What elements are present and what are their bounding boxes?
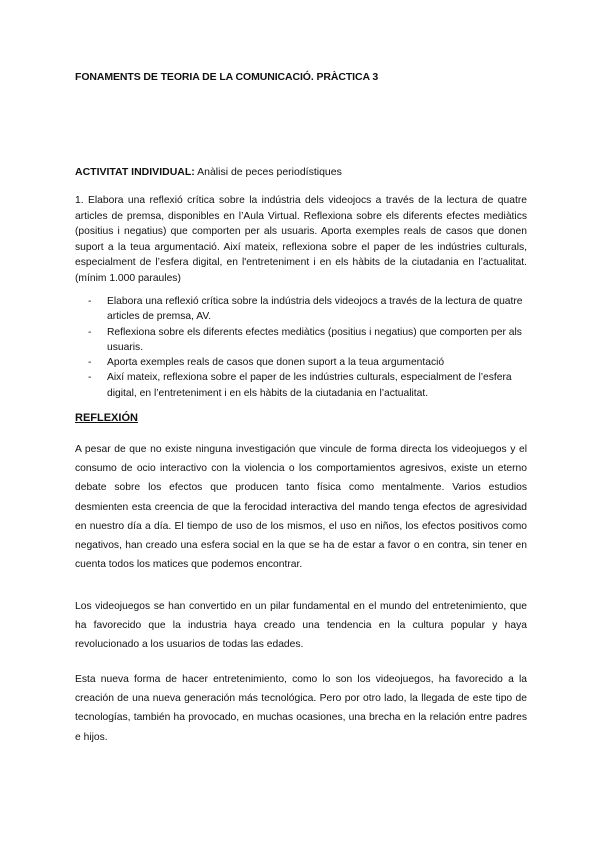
bullet-marker: -: [88, 296, 92, 307]
bullet-marker: -: [88, 326, 92, 338]
list-item-text: Així mateix, reflexiona sobre el paper de les indústries culturals, especialment de l’esfera digital, en l’entreteniment i en els hàbits de la ciutadania en l’actualitat.: [107, 372, 512, 399]
body-paragraph: Los videojuegos se han convertido en un pilar fundamental en el mundo del entretenimiento, que ha favorecido que la industria haya creado una tendencia en la cultura popular y haya revolucionado a los usuarios de todas las edades.: [75, 601, 527, 651]
list-item: [88, 370, 528, 401]
list-item-text: Aporta exemples reals de casos que donen suport a la teua argumentació: [107, 357, 445, 369]
body-paragraph: A pesar de que no existe ninguna investigación que vincule de forma directa los videojuegos y el consumo de ocio interactivo con la violencia o los comportamientos agresivos, existe un eterno debate sobre los efectos que producen tanto física como mentalmente. Varios estudios desmienten esta creencia de que la ferocidad interactiva del mando tenga efectos de agresividad en nuestro día a día. El tiempo de uso de los mismos, el uso en niños, los efectos positivos como negativos, han creado una esfera social en la que se ha de estar a favor o en contra, sin tener en cuenta todos los matices que podemos encontrar.: [75, 444, 527, 571]
bullet-marker: -: [88, 372, 92, 384]
instruction-bullet-list: [88, 294, 528, 401]
section-heading: REFLEXIÓN: [75, 412, 138, 424]
list-item-text: Elabora una reflexió crítica sobre la indústria dels videojocs a través de la lectura de quatre articles de premsa, AV.: [107, 296, 523, 323]
activity-subtitle-text: Anàlisi de peces periodístiques: [194, 166, 342, 178]
bullet-marker: -: [88, 357, 92, 369]
document-title: FONAMENTS DE TEORIA DE LA COMUNICACIÓ. PRÀCTICA 3: [75, 71, 379, 83]
list-item-text: Reflexiona sobre els diferents efectes mediàtics (positius i negatius) que comporten per als usuaris.: [107, 326, 522, 353]
body-paragraph: Esta nueva forma de hacer entretenimiento, como lo son los videojuegos, ha favorecido a la creación de una nueva generación más tecnológica. Pero por otro lado, la llegada de este tipo de tecnologías, también ha provocado, en muchas ocasiones, una brecha en la relación entre padres e hijos.: [75, 674, 527, 743]
activity-instructions: 1. Elabora una reflexió crítica sobre la indústria dels videojocs a través de la lectura de quatre articles de premsa, disponibles en l’Aula Virtual. Reflexiona sobre els diferents efectes mediàtics (positius i negatius) que comporten per als usuaris. Aporta exemples reals de casos que donen suport a la teua argumentació. Així mateix, reflexiona sobre el paper de les indústries culturals, especialment de l’esfera digital, en l'entreteniment i en els hàbits de la ciutadania en l’actualitat. (mínim 1.000 paraules): [75, 195, 527, 284]
list-item: [88, 355, 528, 370]
activity-subtitle-label: ACTIVITAT INDIVIDUAL:: [75, 166, 195, 178]
list-item: [88, 294, 528, 325]
list-item: [88, 325, 528, 356]
activity-subtitle: [75, 166, 342, 178]
